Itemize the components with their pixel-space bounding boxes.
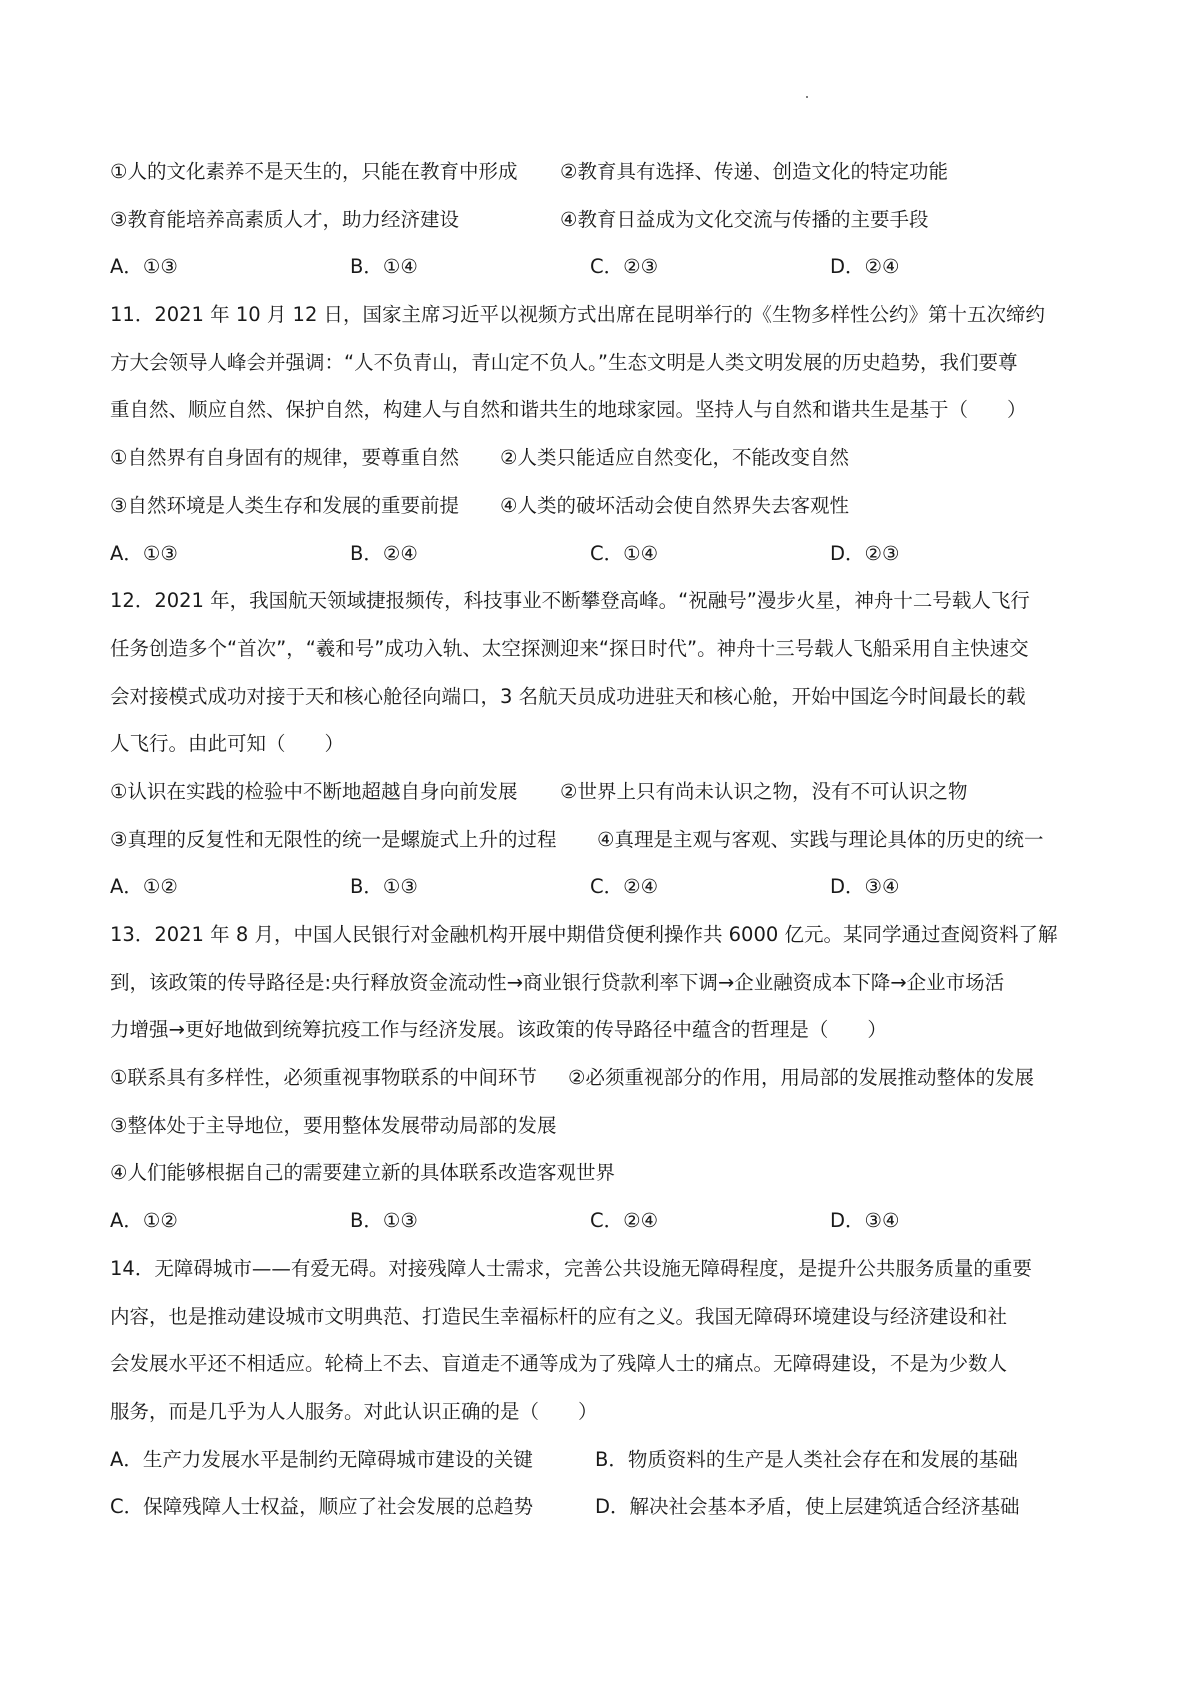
q10-statement-row bbox=[110, 196, 1095, 244]
q13-options bbox=[110, 1197, 1095, 1245]
q13-statement-2: ②必须重视部分的作用，用局部的发展推动整体的发展 bbox=[568, 1066, 1034, 1090]
q12-option-a[interactable]: A．①② bbox=[110, 875, 178, 899]
q12-option-c[interactable]: C．②④ bbox=[590, 875, 659, 899]
q11-stem-line: 11．2021 年 10 月 12 日，国家主席习近平以视频方式出席在昆明举行的《生物多样性公约》第十五次缔约 bbox=[110, 303, 1046, 327]
q11-option-b[interactable]: B．②④ bbox=[350, 541, 418, 565]
q11-statement-2: ②人类只能适应自然变化，不能改变自然 bbox=[500, 446, 849, 470]
q10-statement-1: ①人的文化素养不是天生的，只能在教育中形成 bbox=[110, 160, 518, 183]
q10-options bbox=[110, 243, 1095, 291]
q12-statement-3: ③真理的反复性和无限性的统一是螺旋式上升的过程 bbox=[110, 827, 557, 851]
q12-stem-line: 会对接模式成功对接于天和核心舱径向端口，3 名航天员成功进驻天和核心舱，开始中国迄今时间最长的载 bbox=[110, 684, 1026, 708]
q13-stem-line: 13．2021 年 8 月，中国人民银行对金融机构开展中期借贷便利操作共 6000 亿元。某同学通过查阅资料了解 bbox=[110, 923, 1058, 946]
q13-statement-1: ①联系具有多样性，必须重视事物联系的中间环节 bbox=[110, 1066, 537, 1090]
q12-stem-line: 任务创造多个“首次”，“羲和号”成功入轨、太空探测迎来“探日时代”。神舟十三号载人飞船采用自主快速交 bbox=[110, 636, 1029, 660]
q14-stem-line: 服务，而是几乎为人人服务。对此认识正确的是（ ） bbox=[110, 1399, 598, 1423]
q11-statement-1: ①自然界有自身固有的规律，要尊重自然 bbox=[110, 446, 459, 470]
q10-option-b[interactable]: B．①④ bbox=[350, 255, 418, 279]
q13-option-b[interactable]: B．①③ bbox=[350, 1209, 418, 1233]
q11-option-a[interactable]: A．①③ bbox=[110, 541, 178, 565]
q13-statement-3: ③整体处于主导地位，要用整体发展带动局部的发展 bbox=[110, 1113, 557, 1137]
q13-option-a[interactable]: A．①② bbox=[110, 1209, 178, 1233]
q14-option-d[interactable]: D．解决社会基本矛盾，使上层建筑适合经济基础 bbox=[595, 1495, 1020, 1519]
q14-stem-line: 内容，也是推动建设城市文明典范、打造民生幸福标杆的应有之义。我国无障碍环境建设与经济建设和社 bbox=[110, 1304, 1008, 1328]
q10-statement-2: ②教育具有选择、传递、创造文化的特定功能 bbox=[560, 160, 948, 183]
q13-option-d[interactable]: D．③④ bbox=[830, 1209, 900, 1233]
q14-option-b[interactable]: B．物质资料的生产是人类社会存在和发展的基础 bbox=[595, 1447, 1018, 1471]
q11-option-c[interactable]: C．①④ bbox=[590, 541, 659, 565]
q13-statement-4: ④人们能够根据自己的需要建立新的具体联系改造客观世界 bbox=[110, 1161, 615, 1185]
q10-option-a[interactable]: A．①③ bbox=[110, 255, 178, 279]
q11-stem-line: 方大会领导人峰会并强调：“人不负青山，青山定不负人。”生态文明是人类文明发展的历史趋势，我们要尊 bbox=[110, 350, 1018, 374]
q12-statement-1: ①认识在实践的检验中不断地超越自身向前发展 bbox=[110, 779, 518, 803]
q12-stem-line: 12．2021 年，我国航天领域捷报频传，科技事业不断攀登高峰。“祝融号”漫步火星，神舟十二号载人飞行 bbox=[110, 589, 1030, 613]
q12-option-b[interactable]: B．①③ bbox=[350, 875, 418, 899]
stray-dot-mark bbox=[806, 96, 808, 98]
q13-stem-line: 力增强→更好地做到统筹抗疫工作与经济发展。该政策的传导路径中蕴含的哲理是（ ） bbox=[110, 1018, 887, 1042]
q12-statement-row bbox=[110, 768, 1095, 816]
q10-option-c[interactable]: C．②③ bbox=[590, 255, 659, 279]
q12-statement-row bbox=[110, 816, 1095, 864]
q10-option-d[interactable]: D．②④ bbox=[830, 255, 900, 279]
q12-statement-4: ④真理是主观与客观、实践与理论具体的历史的统一 bbox=[597, 827, 1044, 851]
q14-option-c[interactable]: C．保障残障人士权益，顺应了社会发展的总趋势 bbox=[110, 1495, 534, 1519]
q10-statement-3: ③教育能培养高素质人才，助力经济建设 bbox=[110, 207, 459, 231]
q13-stem-line: 到，该政策的传导路径是:央行释放资金流动性→商业银行贷款利率下调→企业融资成本下降→企业市场活 bbox=[110, 970, 1005, 994]
q10-statement-row bbox=[110, 148, 1095, 196]
q13-statement-row bbox=[110, 1054, 1095, 1102]
q14-stem-line: 会发展水平还不相适应。轮椅上不去、盲道走不通等成为了残障人士的痛点。无障碍建设，不是为少数人 bbox=[110, 1352, 1008, 1376]
q11-statement-row bbox=[110, 434, 1095, 482]
q14-options-row bbox=[110, 1436, 1095, 1484]
q14-option-a[interactable]: A．生产力发展水平是制约无障碍城市建设的关键 bbox=[110, 1447, 533, 1471]
q14-options-row bbox=[110, 1483, 1095, 1531]
q12-options bbox=[110, 863, 1095, 911]
q11-statement-3: ③自然环境是人类生存和发展的重要前提 bbox=[110, 493, 459, 517]
q11-statement-4: ④人类的破坏活动会使自然界失去客观性 bbox=[500, 493, 849, 517]
q11-stem-line: 重自然、顺应自然、保护自然，构建人与自然和谐共生的地球家园。坚持人与自然和谐共生是基于（ ） bbox=[110, 398, 1027, 422]
q10-statement-4: ④教育日益成为文化交流与传播的主要手段 bbox=[560, 207, 929, 231]
q11-option-d[interactable]: D．②③ bbox=[830, 541, 900, 565]
q14-stem-line: 14．无障碍城市——有爱无碍。对接残障人士需求，完善公共设施无障碍程度，是提升公共服务质量的重要 bbox=[110, 1256, 1032, 1280]
q11-options bbox=[110, 530, 1095, 578]
q12-option-d[interactable]: D．③④ bbox=[830, 875, 900, 899]
q11-statement-row bbox=[110, 482, 1095, 530]
q12-stem-line: 人飞行。由此可知（ ） bbox=[110, 732, 345, 756]
q13-option-c[interactable]: C．②④ bbox=[590, 1209, 659, 1233]
q12-statement-2: ②世界上只有尚未认识之物，没有不可认识之物 bbox=[560, 779, 968, 803]
question-content bbox=[110, 148, 1095, 1531]
